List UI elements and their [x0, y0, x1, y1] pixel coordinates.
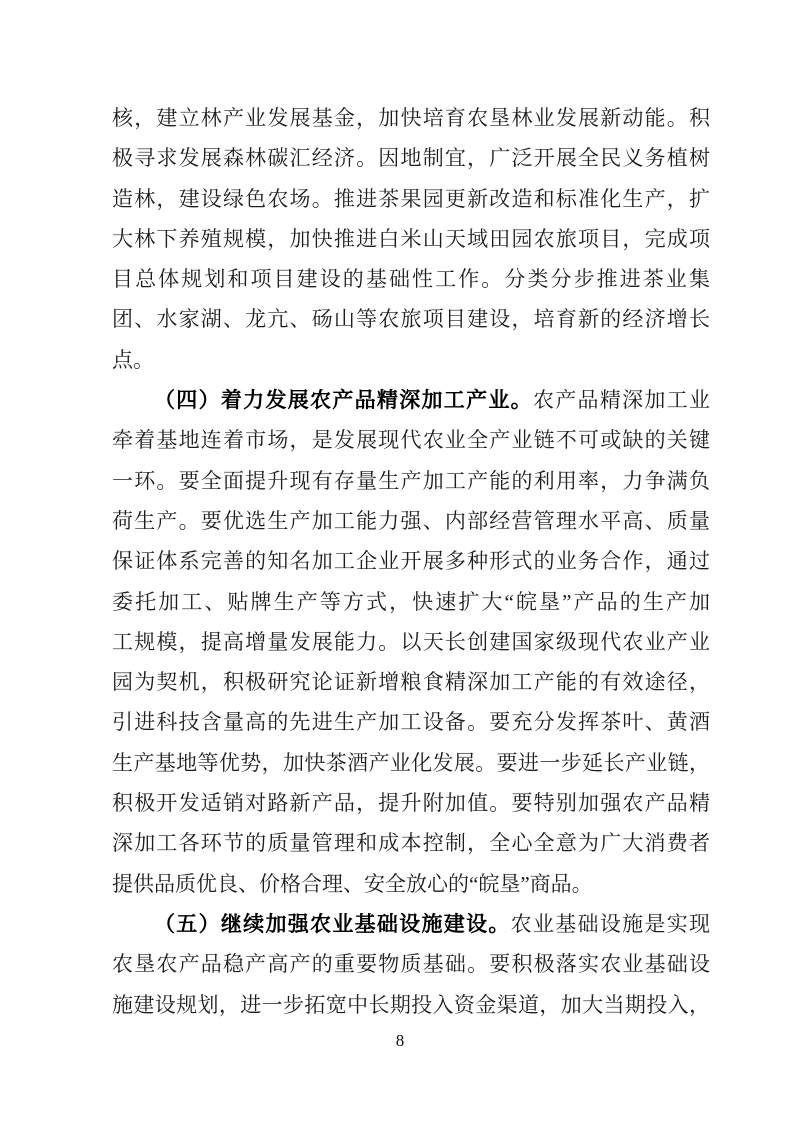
body-text: 工规模，提高增量发展能力。以天长创建国家级现代农业产业: [112, 629, 710, 654]
text-line: [112, 904, 710, 944]
text-line: [112, 138, 710, 178]
body-text: 提供品质优良、价格合理、安全放心的“皖垦”商品。: [112, 871, 593, 896]
body-text: 积极开发适销对路新产品，提升附加值。要特别加强农产品精: [112, 791, 710, 816]
body-text: 目总体规划和项目建设的基础性工作。分类分步推进茶业集: [112, 267, 710, 292]
body-text: 农业基础设施是实现: [510, 911, 710, 936]
body-text: 点。: [112, 347, 154, 372]
body-text: 引进科技含量高的先进生产加工设备。要充分发挥茶叶、黄酒: [112, 710, 710, 735]
body-text: 农产品精深加工业: [532, 388, 710, 413]
text-line: [112, 662, 710, 702]
body-text: 极寻求发展森林碳汇经济。因地制宜，广泛开展全民义务植树: [112, 146, 710, 171]
body-text: 园为契机，积极研究论证新增粮食精深加工产能的有效途径，: [112, 670, 710, 695]
section-heading: （五）继续加强农业基础设施建设。: [154, 911, 511, 936]
body-text: 团、水家湖、龙亢、砀山等农旅项目建设，培育新的经济增长: [112, 307, 710, 332]
text-line: [112, 179, 710, 219]
text-line: [112, 259, 710, 299]
text-line: [112, 702, 710, 742]
body-text: 牵着基地连着市场，是发展现代农业全产业链不可或缺的关键: [112, 428, 710, 453]
document-body: [112, 98, 710, 1025]
body-text: 深加工各环节的质量管理和成本控制，全心全意为广大消费者: [112, 831, 710, 856]
text-line: [112, 420, 710, 460]
text-line: [112, 944, 710, 984]
body-text: 一环。要全面提升现有存量生产加工产能的利用率，力争满负: [112, 468, 710, 493]
text-line: [112, 783, 710, 823]
text-line: [112, 541, 710, 581]
text-line: [112, 823, 710, 863]
section-heading: （四）着力发展农产品精深加工产业。: [154, 388, 533, 413]
body-text: 农垦农产品稳产高产的重要物质基础。要积极落实农业基础设: [112, 952, 710, 977]
body-text: 核，建立林产业发展基金，加快培育农垦林业发展新动能。积: [112, 106, 710, 130]
body-text: 生产基地等优势，加快茶酒产业化发展。要进一步延长产业链，: [112, 750, 710, 775]
text-line: [112, 98, 710, 138]
text-line: [112, 340, 710, 380]
body-text: 荷生产。要优选生产加工能力强、内部经营管理水平高、质量: [112, 508, 710, 533]
page-number: 8: [395, 1031, 405, 1050]
text-line: [112, 582, 710, 622]
body-text: 施建设规划，进一步拓宽中长期投入资金渠道，加大当期投入，: [112, 992, 710, 1017]
text-line: [112, 985, 710, 1025]
body-text: 委托加工、贴牌生产等方式，快速扩大“皖垦”产品的生产加: [112, 589, 710, 614]
body-text: 造林，建设绿色农场。推进茶果园更新改造和标准化生产，扩: [112, 186, 710, 211]
body-text: 保证体系完善的知名加工企业开展多种形式的业务合作，通过: [112, 549, 710, 574]
text-line: [112, 743, 710, 783]
body-text: 大林下养殖规模，加快推进白米山天域田园农旅项目，完成项: [112, 226, 710, 251]
text-line: [112, 219, 710, 259]
text-line: [112, 501, 710, 541]
text-line: [112, 299, 710, 339]
text-line: [112, 622, 710, 662]
text-line: [112, 461, 710, 501]
text-line: [112, 380, 710, 420]
text-line: [112, 864, 710, 904]
